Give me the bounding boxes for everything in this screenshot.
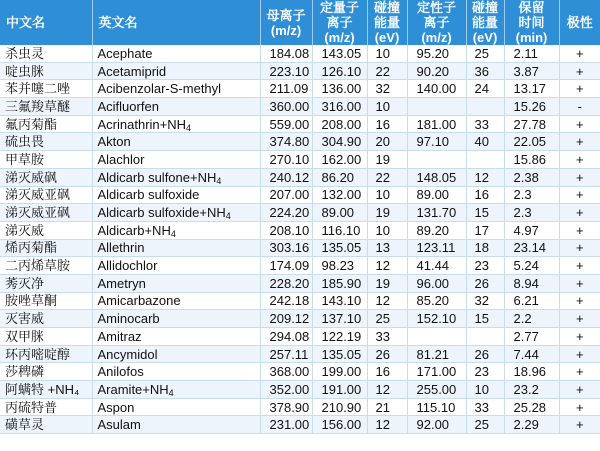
- header-quant-ion: 定量子 离子 (m/z): [312, 0, 367, 45]
- cell-collision-energy-2: 25: [466, 45, 504, 62]
- header-retention-time: 保留 时间 (min): [504, 0, 559, 45]
- cell-en-name: Allidochlor: [92, 257, 260, 275]
- cell-qual-ion: 90.20: [407, 62, 466, 80]
- table-row: [0, 221, 600, 239]
- cell-en-name: Amitraz: [92, 328, 260, 346]
- cell-polarity: +: [559, 292, 600, 310]
- cell-en-name: Acibenzolar-S-methyl: [92, 80, 260, 98]
- cell-quant-ion: 191.00: [312, 381, 367, 399]
- cell-retention-time: 25.28: [504, 398, 559, 416]
- cell-collision-energy-1: 12: [367, 381, 407, 399]
- cell-qual-ion: 81.21: [407, 345, 466, 363]
- table-row: [0, 398, 600, 416]
- cell-collision-energy-1: 10: [367, 221, 407, 239]
- cell-collision-energy-2: [466, 151, 504, 169]
- cell-polarity: -: [559, 98, 600, 116]
- cell-retention-time: 22.05: [504, 133, 559, 151]
- cell-en-name: $Acrinathrin+NH_4$: [92, 115, 260, 133]
- cell-polarity: +: [559, 151, 600, 169]
- cell-precursor-ion: 294.08: [260, 328, 312, 346]
- cell-polarity: +: [559, 45, 600, 62]
- cell-cn-name: 丙硫特普: [0, 398, 92, 416]
- cell-en-name: Aminocarb: [92, 310, 260, 328]
- cell-collision-energy-2: 10: [466, 381, 504, 399]
- cell-cn-name: 苯并噻二唑: [0, 80, 92, 98]
- cell-cn-name: 三氟羧草醚: [0, 98, 92, 116]
- cell-quant-ion: 132.00: [312, 186, 367, 204]
- cell-precursor-ion: 184.08: [260, 45, 312, 62]
- cell-retention-time: 2.3: [504, 204, 559, 222]
- cell-cn-name: 涕灭威: [0, 221, 92, 239]
- header-polarity: 极性: [566, 15, 593, 30]
- cell-qual-ion: 41.44: [407, 257, 466, 275]
- header-precursor-ion: 母离子 (m/z): [260, 0, 312, 45]
- cell-collision-energy-2: 32: [466, 292, 504, 310]
- header-collision-energy-2: 碰撞 能量 (eV): [466, 0, 504, 45]
- table-row: [0, 345, 600, 363]
- cell-cn-name: 环丙嘧啶醇: [0, 345, 92, 363]
- cell-retention-time: 2.29: [504, 416, 559, 434]
- cell-retention-time: 5.24: [504, 257, 559, 275]
- cell-precursor-ion: 240.12: [260, 168, 312, 186]
- cell-polarity: +: [559, 186, 600, 204]
- cell-polarity: +: [559, 80, 600, 98]
- cell-qual-ion: 123.11: [407, 239, 466, 257]
- cell-collision-energy-1: 33: [367, 328, 407, 346]
- cell-collision-energy-1: 12: [367, 257, 407, 275]
- cell-qual-ion: 96.00: [407, 274, 466, 292]
- cell-en-name: Akton: [92, 133, 260, 151]
- header-cn-name: 中文名: [0, 0, 92, 45]
- cell-en-name: Amicarbazone: [92, 292, 260, 310]
- table-row: [0, 328, 600, 346]
- cell-collision-energy-2: 15: [466, 310, 504, 328]
- cell-polarity: +: [559, 115, 600, 133]
- cell-precursor-ion: 211.09: [260, 80, 312, 98]
- cell-collision-energy-2: 16: [466, 186, 504, 204]
- cell-quant-ion: 136.00: [312, 80, 367, 98]
- cell-collision-energy-1: 12: [367, 292, 407, 310]
- cell-precursor-ion: 257.11: [260, 345, 312, 363]
- table-row: [0, 257, 600, 275]
- cell-cn-name: 啶虫脒: [0, 62, 92, 80]
- cell-collision-energy-1: 20: [367, 133, 407, 151]
- table-row: [0, 274, 600, 292]
- table-row: [0, 98, 600, 116]
- cell-polarity: +: [559, 398, 600, 416]
- cell-retention-time: 15.26: [504, 98, 559, 116]
- cell-quant-ion: 199.00: [312, 363, 367, 381]
- cell-retention-time: 13.17: [504, 80, 559, 98]
- cell-cn-name: 甲草胺: [0, 151, 92, 169]
- cell-collision-energy-1: 19: [367, 204, 407, 222]
- cell-collision-energy-1: 10: [367, 186, 407, 204]
- cell-precursor-ion: 374.80: [260, 133, 312, 151]
- cell-precursor-ion: 231.00: [260, 416, 312, 434]
- cell-collision-energy-2: 23: [466, 257, 504, 275]
- cell-collision-energy-2: 12: [466, 168, 504, 186]
- cell-retention-time: 23.2: [504, 381, 559, 399]
- cell-polarity: +: [559, 363, 600, 381]
- cell-quant-ion: 98.23: [312, 257, 367, 275]
- cell-qual-ion: 148.05: [407, 168, 466, 186]
- cell-retention-time: 2.3: [504, 186, 559, 204]
- cell-qual-ion: 92.00: [407, 416, 466, 434]
- cell-collision-energy-2: 23: [466, 363, 504, 381]
- cell-collision-energy-1: 22: [367, 168, 407, 186]
- cell-polarity: +: [559, 168, 600, 186]
- header-en-name: 英文名: [92, 0, 260, 45]
- cell-quant-ion: 143.05: [312, 45, 367, 62]
- cell-quant-ion: 135.05: [312, 345, 367, 363]
- cell-qual-ion: 131.70: [407, 204, 466, 222]
- cell-collision-energy-2: 25: [466, 416, 504, 434]
- cell-qual-ion: 89.00: [407, 186, 466, 204]
- cell-en-name: Asulam: [92, 416, 260, 434]
- cell-en-name: Alachlor: [92, 151, 260, 169]
- cell-quant-ion: 89.00: [312, 204, 367, 222]
- header-row: [0, 0, 600, 45]
- cell-precursor-ion: 208.10: [260, 221, 312, 239]
- cell-en-name: Acifluorfen: [92, 98, 260, 116]
- cell-quant-ion: 143.10: [312, 292, 367, 310]
- cell-collision-energy-1: 16: [367, 363, 407, 381]
- cell-precursor-ion: 360.00: [260, 98, 312, 116]
- cell-collision-energy-1: 22: [367, 62, 407, 80]
- table-row: [0, 381, 600, 399]
- cell-collision-energy-2: 17: [466, 221, 504, 239]
- cell-polarity: +: [559, 310, 600, 328]
- cell-collision-energy-2: 33: [466, 115, 504, 133]
- cell-qual-ion: 255.00: [407, 381, 466, 399]
- cell-quant-ion: 316.00: [312, 98, 367, 116]
- cell-collision-energy-2: 40: [466, 133, 504, 151]
- cell-en-name: Acetamiprid: [92, 62, 260, 80]
- cell-cn-name: 氟丙菊酯: [0, 115, 92, 133]
- cell-precursor-ion: 209.12: [260, 310, 312, 328]
- cell-precursor-ion: 174.09: [260, 257, 312, 275]
- cell-qual-ion: [407, 328, 466, 346]
- cell-en-name: Ametryn: [92, 274, 260, 292]
- table-row: [0, 204, 600, 222]
- cell-collision-energy-1: 19: [367, 151, 407, 169]
- cell-quant-ion: 156.00: [312, 416, 367, 434]
- cell-qual-ion: 85.20: [407, 292, 466, 310]
- cell-collision-energy-1: 26: [367, 345, 407, 363]
- cell-en-name: Aldicarb sulfoxide: [92, 186, 260, 204]
- cell-polarity: +: [559, 204, 600, 222]
- cell-collision-energy-2: 36: [466, 62, 504, 80]
- cell-qual-ion: 115.10: [407, 398, 466, 416]
- cell-polarity: +: [559, 257, 600, 275]
- cell-qual-ion: 181.00: [407, 115, 466, 133]
- table-row: [0, 62, 600, 80]
- cell-cn-name: 阿螨特 +NH₄: [0, 381, 92, 399]
- cell-en-name: Anilofos: [92, 363, 260, 381]
- cell-retention-time: 2.11: [504, 45, 559, 62]
- cell-precursor-ion: 207.00: [260, 186, 312, 204]
- cell-polarity: +: [559, 239, 600, 257]
- cell-quant-ion: 122.19: [312, 328, 367, 346]
- cell-collision-energy-2: 33: [466, 398, 504, 416]
- cell-precursor-ion: 242.18: [260, 292, 312, 310]
- cell-retention-time: 6.21: [504, 292, 559, 310]
- cell-polarity: +: [559, 133, 600, 151]
- cell-precursor-ion: 270.10: [260, 151, 312, 169]
- cell-en-name: $Aldicarb+NH_4$: [92, 221, 260, 239]
- cell-collision-energy-2: 26: [466, 345, 504, 363]
- cell-cn-name: 磺草灵: [0, 416, 92, 434]
- cell-polarity: +: [559, 416, 600, 434]
- cell-precursor-ion: 224.20: [260, 204, 312, 222]
- cell-qual-ion: 97.10: [407, 133, 466, 151]
- cell-collision-energy-2: 15: [466, 204, 504, 222]
- cell-quant-ion: 126.10: [312, 62, 367, 80]
- cell-en-name: Acephate: [92, 45, 260, 62]
- cell-collision-energy-1: 13: [367, 239, 407, 257]
- cell-quant-ion: 185.90: [312, 274, 367, 292]
- cell-precursor-ion: 559.00: [260, 115, 312, 133]
- table-row: [0, 239, 600, 257]
- cell-quant-ion: 116.10: [312, 221, 367, 239]
- cell-qual-ion: 140.00: [407, 80, 466, 98]
- table-row: [0, 416, 600, 434]
- cell-quant-ion: 135.05: [312, 239, 367, 257]
- table-row: [0, 310, 600, 328]
- cell-retention-time: 2.77: [504, 328, 559, 346]
- table-row: [0, 292, 600, 310]
- cell-qual-ion: [407, 151, 466, 169]
- cell-cn-name: 杀虫灵: [0, 45, 92, 62]
- cell-retention-time: 15.86: [504, 151, 559, 169]
- cell-en-name: Allethrin: [92, 239, 260, 257]
- cell-quant-ion: 210.90: [312, 398, 367, 416]
- cell-collision-energy-1: 25: [367, 310, 407, 328]
- cell-precursor-ion: 228.20: [260, 274, 312, 292]
- cell-polarity: +: [559, 221, 600, 239]
- table-row: [0, 45, 600, 62]
- cell-qual-ion: 171.00: [407, 363, 466, 381]
- cell-retention-time: 2.2: [504, 310, 559, 328]
- cell-collision-energy-1: 10: [367, 98, 407, 116]
- table-row: [0, 363, 600, 381]
- cell-collision-energy-1: 12: [367, 416, 407, 434]
- cell-cn-name: 烯丙菊酯: [0, 239, 92, 257]
- table-row: [0, 133, 600, 151]
- cell-retention-time: 27.78: [504, 115, 559, 133]
- cell-en-name: $Aramite+NH_4$: [92, 381, 260, 399]
- cell-cn-name: 双甲脒: [0, 328, 92, 346]
- cell-retention-time: 8.94: [504, 274, 559, 292]
- cell-qual-ion: [407, 98, 466, 116]
- cell-cn-name: 二丙烯草胺: [0, 257, 92, 275]
- cell-collision-energy-2: 24: [466, 80, 504, 98]
- cell-quant-ion: 137.10: [312, 310, 367, 328]
- cell-cn-name: 涕灭威亚砜: [0, 186, 92, 204]
- cell-polarity: +: [559, 62, 600, 80]
- cell-en-name: Ancymidol: [92, 345, 260, 363]
- cell-retention-time: 7.44: [504, 345, 559, 363]
- cell-retention-time: 2.38: [504, 168, 559, 186]
- cell-qual-ion: 95.20: [407, 45, 466, 62]
- table-row: [0, 115, 600, 133]
- cell-polarity: +: [559, 328, 600, 346]
- cell-precursor-ion: 223.10: [260, 62, 312, 80]
- cell-en-name: Aldicarb $sulfone+NH_4$: [92, 168, 260, 186]
- cell-polarity: +: [559, 274, 600, 292]
- cell-collision-energy-1: 32: [367, 80, 407, 98]
- cell-polarity: +: [559, 381, 600, 399]
- cell-quant-ion: 162.00: [312, 151, 367, 169]
- table-row: [0, 80, 600, 98]
- cell-precursor-ion: 378.90: [260, 398, 312, 416]
- cell-retention-time: 4.97: [504, 221, 559, 239]
- cell-en-name: Aldicarb $sulfoxide+NH_4$: [92, 204, 260, 222]
- cell-cn-name: 灭害威: [0, 310, 92, 328]
- cell-collision-energy-2: 18: [466, 239, 504, 257]
- cell-cn-name: 莎稗磷: [0, 363, 92, 381]
- cell-cn-name: 涕灭威亚砜: [0, 204, 92, 222]
- cell-en-name: Aspon: [92, 398, 260, 416]
- cell-retention-time: 18.96: [504, 363, 559, 381]
- cell-quant-ion: 304.90: [312, 133, 367, 151]
- cell-collision-energy-1: 21: [367, 398, 407, 416]
- cell-qual-ion: 89.20: [407, 221, 466, 239]
- cell-collision-energy-1: 16: [367, 115, 407, 133]
- cell-collision-energy-2: 26: [466, 274, 504, 292]
- cell-quant-ion: 208.00: [312, 115, 367, 133]
- header-collision-energy-1: 碰撞 能量 (eV): [367, 0, 407, 45]
- cell-precursor-ion: 303.16: [260, 239, 312, 257]
- cell-cn-name: 胺唑草酮: [0, 292, 92, 310]
- cell-qual-ion: 152.10: [407, 310, 466, 328]
- cell-collision-energy-2: [466, 98, 504, 116]
- cell-precursor-ion: 352.00: [260, 381, 312, 399]
- cell-cn-name: 硫虫畏: [0, 133, 92, 151]
- cell-collision-energy-2: [466, 328, 504, 346]
- cell-quant-ion: 86.20: [312, 168, 367, 186]
- table-row: [0, 168, 600, 186]
- cell-cn-name: 涕灭威砜: [0, 168, 92, 186]
- cell-retention-time: 3.87: [504, 62, 559, 80]
- cell-cn-name: 莠灭净: [0, 274, 92, 292]
- table-row: [0, 186, 600, 204]
- cell-polarity: +: [559, 345, 600, 363]
- table-row: [0, 151, 600, 169]
- cell-collision-energy-1: 10: [367, 45, 407, 62]
- cell-collision-energy-1: 19: [367, 274, 407, 292]
- header-qual-ion: 定性子 离子 (m/z): [407, 0, 466, 45]
- cell-precursor-ion: 368.00: [260, 363, 312, 381]
- cell-retention-time: 23.14: [504, 239, 559, 257]
